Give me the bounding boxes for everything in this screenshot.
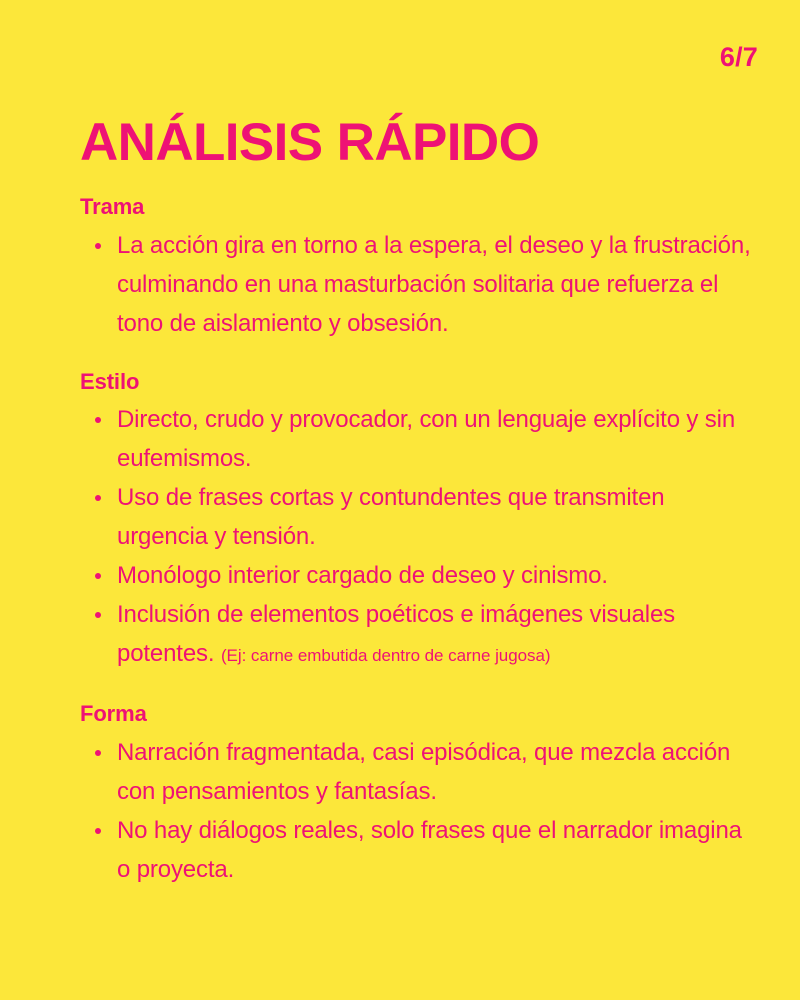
list-item bbox=[80, 811, 760, 889]
bullet-dot-icon bbox=[95, 556, 104, 595]
bullet-dot-icon bbox=[95, 733, 104, 772]
list-item-text: Directo, crudo y provocador, con un lenguaje explícito y sin eufemismos. bbox=[117, 406, 736, 473]
page-title: ANÁLISIS RÁPIDO bbox=[80, 113, 540, 172]
bullet-list bbox=[80, 400, 760, 675]
section-heading: Trama bbox=[80, 194, 145, 219]
bullet-dot-icon bbox=[95, 811, 104, 850]
list-item bbox=[80, 400, 760, 478]
section-forma bbox=[80, 699, 760, 889]
list-item bbox=[80, 226, 760, 343]
bullet-dot-icon bbox=[95, 400, 104, 439]
bullet-list bbox=[80, 733, 760, 889]
bullet-dot-icon bbox=[95, 478, 104, 517]
bullet-dot-icon bbox=[95, 595, 104, 634]
list-item-text: Monólogo interior cargado de deseo y cinismo. bbox=[117, 562, 608, 590]
section-heading: Estilo bbox=[80, 368, 140, 394]
bullet-dot-icon bbox=[95, 226, 104, 265]
list-item-text: Inclusión de elementos poéticos e imágenes visuales potentes. bbox=[117, 601, 676, 668]
bullet-list bbox=[80, 226, 760, 343]
section-estilo bbox=[80, 367, 760, 676]
list-item bbox=[80, 733, 760, 811]
content-body bbox=[80, 192, 760, 895]
list-item-text: Narración fragmentada, casi episódica, que mezcla acción con pensamientos y fantasías. bbox=[117, 739, 731, 806]
list-item-note: (Ej: carne embutida dentro de carne jugosa) bbox=[220, 646, 551, 666]
page-indicator: 6/7 bbox=[719, 42, 758, 72]
list-item-text: La acción gira en torno a la espera, el deseo y la frustración, culminando en una masturbación solitaria que refuerza el tono de aislamiento y obsesión. bbox=[117, 231, 751, 337]
list-item-text: Uso de frases cortas y contundentes que transmiten urgencia y tensión. bbox=[117, 484, 665, 551]
list-item bbox=[80, 556, 760, 595]
list-item-text: No hay diálogos reales, solo frases que el narrador imagina o proyecta. bbox=[117, 817, 742, 884]
list-item bbox=[80, 595, 760, 675]
list-item bbox=[80, 478, 760, 556]
section-trama bbox=[80, 192, 760, 343]
section-heading: Forma bbox=[80, 701, 147, 727]
